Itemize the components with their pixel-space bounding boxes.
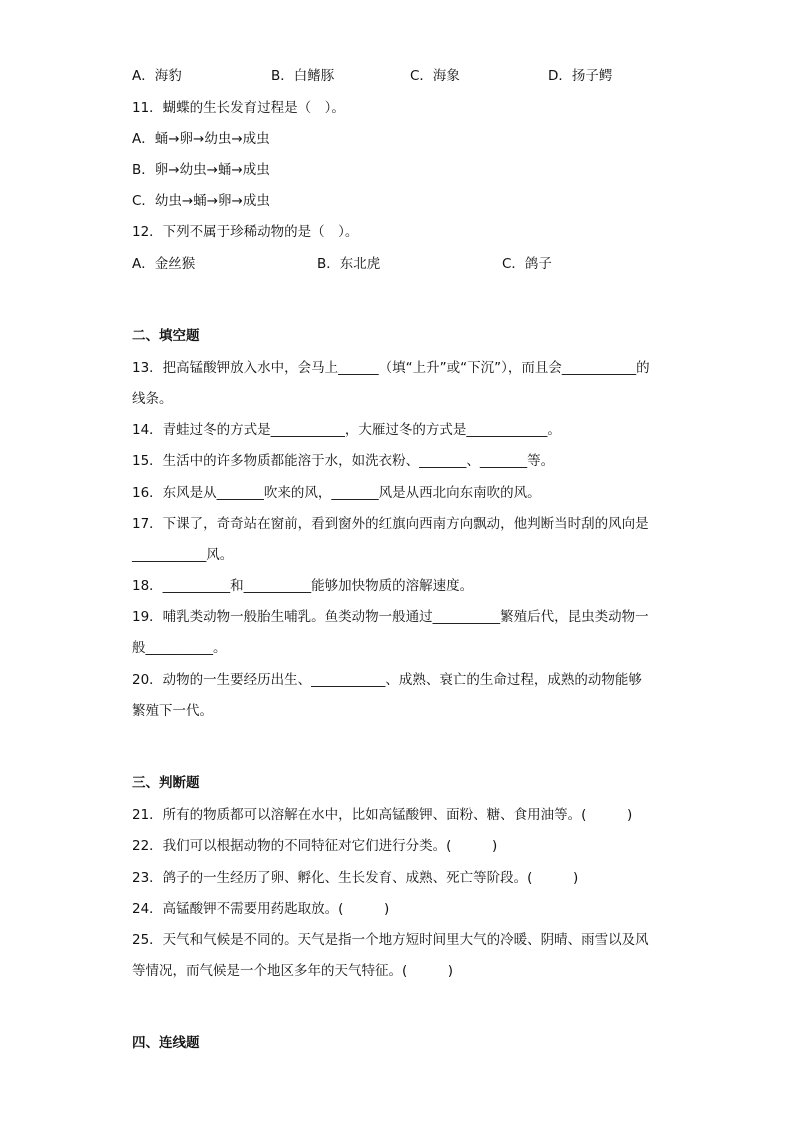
q19-line-2: 般__________。 bbox=[132, 640, 227, 656]
q11-option-a: A．蛹→卵→幼虫→成虫 bbox=[132, 131, 270, 147]
q12-option-b: B．东北虎 bbox=[317, 256, 381, 272]
q22-line: 22．我们可以根据动物的不同特征对它们进行分类。( ) bbox=[132, 838, 498, 854]
q20-line-1: 20．动物的一生要经历出生、___________、成熟、衰亡的生命过程，成熟的动物能够 bbox=[132, 672, 642, 688]
q18-line: 18．__________和__________能够加快物质的溶解速度。 bbox=[132, 578, 474, 594]
section-heading-true-false: 三、判断题 bbox=[132, 775, 200, 791]
q10-option-a: A．海豹 bbox=[132, 68, 182, 84]
q10-option-c: C．海象 bbox=[410, 68, 460, 84]
q10-option-b: B．白鳍豚 bbox=[271, 68, 335, 84]
q15-line: 15．生活中的许多物质都能溶于水，如洗衣粉、_______、_______等。 bbox=[132, 453, 555, 469]
q11-option-c: C．幼虫→蛹→卵→成虫 bbox=[132, 193, 270, 209]
q12-stem: 12．下列不属于珍稀动物的是（ ）。 bbox=[132, 224, 359, 240]
q21-line: 21．所有的物质都可以溶解在水中，比如高锰酸钾、面粉、糖、食用油等。( ) bbox=[132, 807, 633, 823]
q10-option-d: D．扬子鳄 bbox=[548, 68, 613, 84]
section-heading-fill-blank: 二、填空题 bbox=[132, 328, 200, 344]
q20-line-2: 繁殖下一代。 bbox=[132, 703, 213, 719]
q14-line: 14．青蛙过冬的方式是___________，大雁过冬的方式是____________。 bbox=[132, 422, 561, 438]
q12-option-c: C．鸽子 bbox=[502, 256, 552, 272]
q19-line-1: 19．哺乳类动物一般胎生哺乳。鱼类动物一般通过__________繁殖后代，昆虫类动物一 bbox=[132, 609, 649, 625]
q23-line: 23．鸽子的一生经历了卵、孵化、生长发育、成熟、死亡等阶段。( ) bbox=[132, 870, 579, 886]
section-heading-matching: 四、连线题 bbox=[132, 1035, 200, 1051]
q25-line-2: 等情况，而气候是一个地区多年的天气特征。( ) bbox=[132, 963, 454, 979]
q12-option-a: A．金丝猴 bbox=[132, 256, 196, 272]
q17-line-2: ___________风。 bbox=[132, 547, 234, 563]
q13-line-1: 13．把高锰酸钾放入水中，会马上______（填“上升”或“下沉”），而且会___________的 bbox=[132, 360, 650, 376]
q24-line: 24．高锰酸钾不需要用药匙取放。( ) bbox=[132, 901, 390, 917]
q11-option-b: B．卵→幼虫→蛹→成虫 bbox=[132, 162, 270, 178]
q11-stem: 11．蝴蝶的生长发育过程是（ ）。 bbox=[132, 100, 345, 116]
q16-line: 16．东风是从_______吹来的风，_______风是从西北向东南吹的风。 bbox=[132, 485, 541, 501]
q13-line-2: 线条。 bbox=[132, 391, 173, 407]
q25-line-1: 25．天气和气候是不同的。天气是指一个地方短时间里大气的冷暖、阴晴、雨雪以及风 bbox=[132, 932, 649, 948]
q17-line-1: 17．下课了，奇奇站在窗前，看到窗外的红旗向西南方向飘动，他判断当时刮的风向是 bbox=[132, 516, 649, 532]
